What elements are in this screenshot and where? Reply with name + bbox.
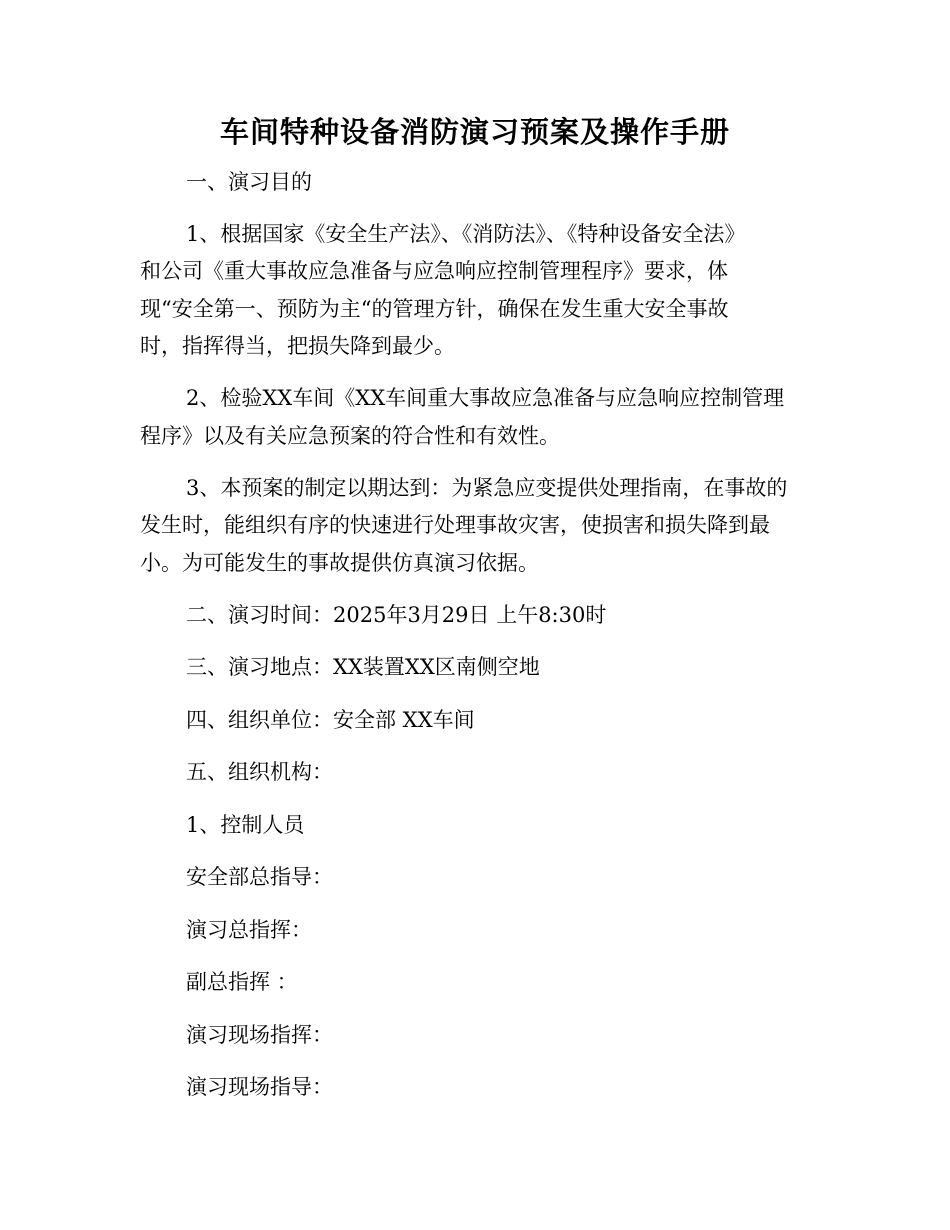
paragraph-line: 现“安全第一、预防为主“的管理方针，确保在发生重大安全事故 bbox=[140, 297, 729, 321]
paragraph-line: 1、根据国家《安全生产法》、《消防法》、《特种设备安全法》 bbox=[186, 222, 746, 246]
paragraph-line: 3、本预案的制定以期达到：为紧急应变提供处理指南，在事故的 bbox=[186, 476, 788, 500]
paragraph-line: 小。为可能发生的事故提供仿真演习依据。 bbox=[140, 551, 539, 575]
role-label: 安全部总指导： bbox=[186, 865, 333, 889]
paragraph-line: 和公司《重大事故应急准备与应急响应控制管理程序》要求，体 bbox=[140, 259, 728, 283]
role-label: 演习现场指导： bbox=[186, 1075, 333, 1099]
section-heading-time: 二、演习时间：2025年3月29日 上午8:30时 bbox=[186, 603, 607, 627]
section-heading-organizer: 四、组织单位：安全部 XX车间 bbox=[186, 708, 475, 732]
section-heading-organization: 五、组织机构： bbox=[186, 760, 333, 784]
subsection-heading-control-staff: 1、控制人员 bbox=[186, 813, 305, 837]
paragraph-line: 时，指挥得当，把损失降到最少。 bbox=[140, 334, 455, 358]
document-title: 车间特种设备消防演习预案及操作手册 bbox=[219, 115, 730, 149]
paragraph-line: 发生时，能组织有序的快速进行处理事故灾害，使损害和损失降到最 bbox=[140, 513, 770, 537]
section-heading-purpose: 一、演习目的 bbox=[186, 170, 312, 194]
role-label: 副总指挥 ： bbox=[186, 970, 298, 994]
role-label: 演习总指挥： bbox=[186, 918, 312, 942]
role-label: 演习现场指挥： bbox=[186, 1023, 333, 1047]
section-heading-location: 三、演习地点：XX装置XX区南侧空地 bbox=[186, 655, 540, 679]
paragraph-line: 2、检验XX车间《XX车间重大事故应急准备与应急响应控制管理 bbox=[186, 386, 785, 410]
paragraph-line: 程序》以及有关应急预案的符合性和有效性。 bbox=[140, 424, 560, 448]
